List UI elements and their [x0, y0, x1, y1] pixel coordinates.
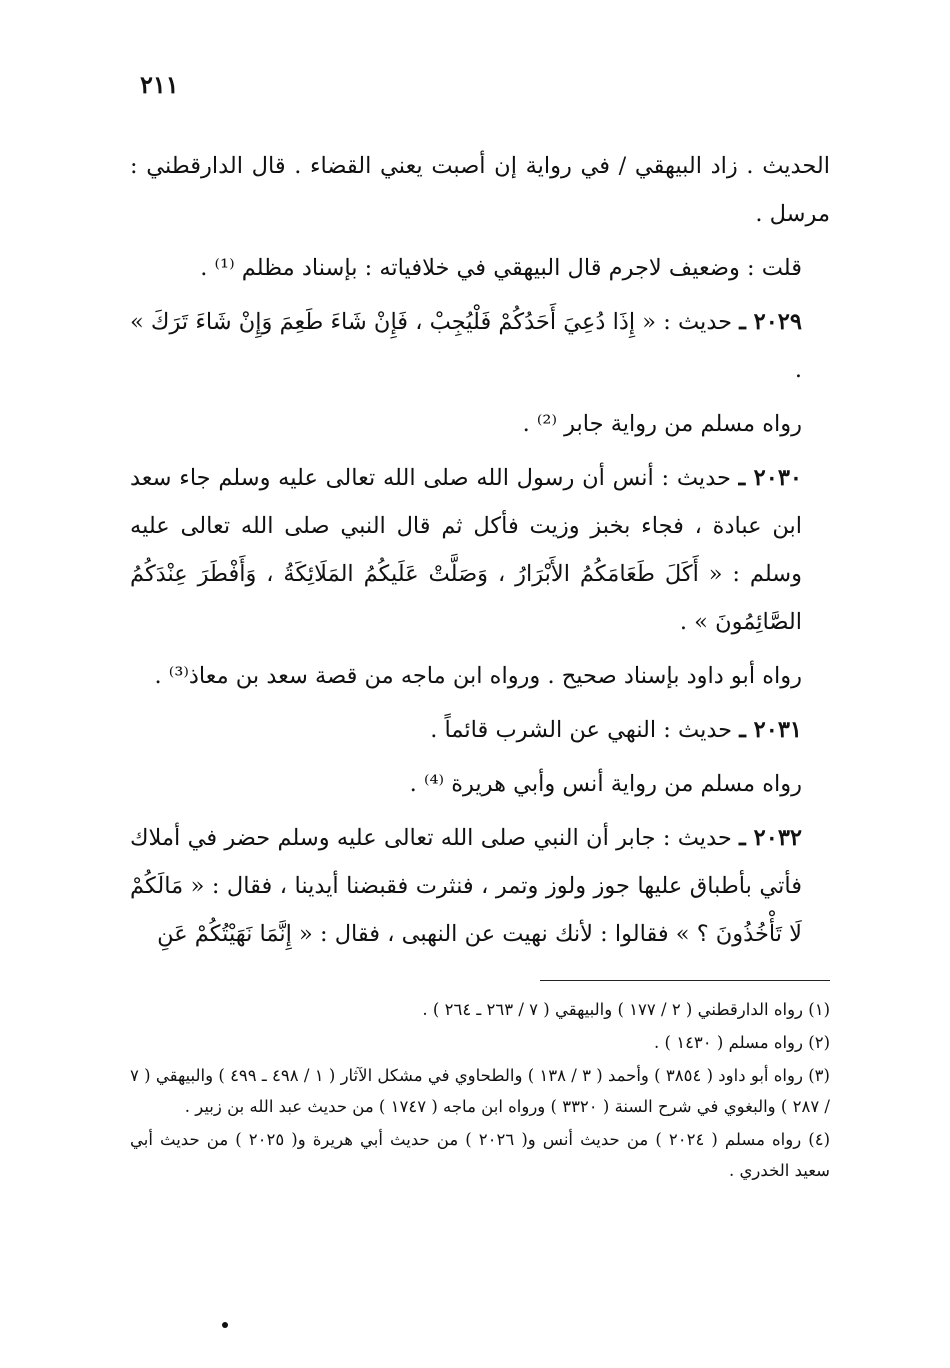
paragraph-narration — [130, 760, 830, 808]
paragraph-continuation — [130, 142, 830, 238]
paragraph-comment — [130, 244, 830, 292]
main-text — [130, 142, 830, 964]
hadith-2029 — [130, 298, 830, 394]
paragraph-narration — [130, 400, 830, 448]
hadith-text: حديث : « إِذَا دُعِيَ أَحَدُكُمْ فَلْيُجِبْ ، فَإِنْ شَاءَ طَعِمَ وَإِنْ شَاءَ تَرَكَ » . — [130, 309, 802, 383]
footnote-4: (٤) رواه مسلم ( ٢٠٢٤ ) من حديث أنس و( ٢٠٢٦ ) من حديث أبي هريرة و( ٢٠٢٥ ) من حديث أبي سعيد الخدري . — [130, 1130, 831, 1180]
hadith-number: ٢٠٣١ ـ — [739, 717, 802, 743]
footnotes — [130, 994, 830, 1188]
hadith-number: ٢٠٣٠ ـ — [738, 465, 802, 491]
paragraph-text: الحديث . زاد البيهقي / في رواية إن أصبت يعني القضاء . قال الدارقطني : مرسل . — [130, 153, 830, 227]
paragraph-text: رواه مسلم من رواية جابر ⁽²⁾ . — [522, 411, 802, 437]
paragraph-narration — [130, 652, 830, 700]
paragraph-text: رواه مسلم من رواية أنس وأبي هريرة ⁽⁴⁾ . — [409, 771, 802, 797]
footnote-3: (٣) رواه أبو داود ( ٣٨٥٤ ) وأحمد ( ٣ / ١٣٨ ) والطحاوي في مشكل الآثار ( ١ / ٤٩٨ ـ ٤٩٩ ) والبيهقي ( ٧ / ٢٨٧ ) والبغوي في شرح السنة ( ٣٣٢٠ ) ورواه ابن ماجه ( ١٧٤٧ ) من حديث عبد الله بن زبير . — [130, 1066, 830, 1116]
hadith-2032 — [130, 814, 830, 958]
hadith-2030 — [130, 454, 830, 646]
hadith-text: حديث : النهي عن الشرب قائماً . — [430, 717, 740, 743]
page-number: ٢١١ — [140, 70, 179, 99]
scan-speck — [222, 1322, 228, 1328]
paragraph-text: قلت : وضعيف لاجرم قال البيهقي في خلافياته : بإسناد مظلم ⁽¹⁾ . — [200, 255, 802, 281]
footnote-2: (٢) رواه مسلم ( ١٤٣٠ ) . — [654, 1033, 830, 1052]
paragraph-text: رواه أبو داود بإسناد صحيح . ورواه ابن ماجه من قصة سعد بن معاذ⁽³⁾ . — [154, 663, 802, 689]
hadith-number: ٢٠٢٩ ـ — [739, 309, 802, 335]
hadith-2031 — [130, 706, 830, 754]
hadith-number: ٢٠٣٢ ـ — [739, 825, 803, 851]
footnote-divider — [540, 980, 830, 981]
footnote-1: (١) رواه الدارقطني ( ٢ / ١٧٧ ) والبيهقي ( ٧ / ٢٦٣ ـ ٢٦٤ ) . — [422, 1000, 830, 1019]
hadith-text: حديث : أنس أن رسول الله صلى الله تعالى عليه وسلم جاء سعد ابن عبادة ، فجاء بخبز وزيت فأكل ثم قال النبي صلى الله تعالى عليه وسلم : « أَكَلَ طَعَامَكُمُ الأَبْرَارُ ، وَصَلَّتْ عَلَيكُمُ المَلَائِكَةُ ، وَأَفْطَرَ عِنْدَكُمُ الصَّائِمُونَ » . — [130, 465, 802, 635]
hadith-text: حديث : جابر أن النبي صلى الله تعالى عليه وسلم حضر في أملاك فأتي بأطباق عليها جوز ولوز وتمر ، فنثرت فقبضنا أيدينا ، فقال : « مَالَكُمْ لَا تَأْخُذُونَ ؟ » فقالوا : لأنك نهيت عن النهبى ، فقال : « إِنَّمَا نَهَيْتُكُمْ عَنِ — [130, 825, 802, 947]
